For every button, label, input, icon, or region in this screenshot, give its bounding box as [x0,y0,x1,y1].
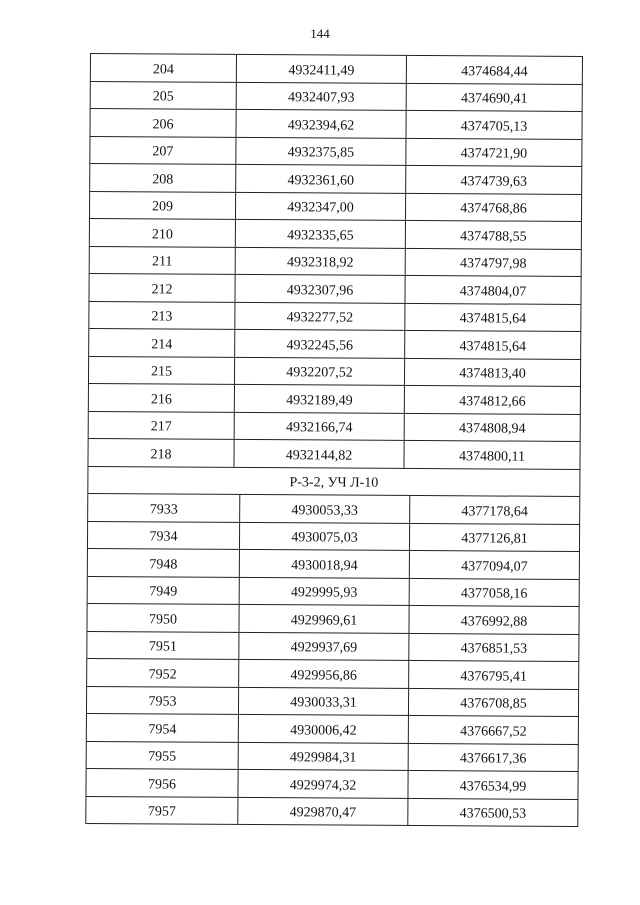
x-coordinate-cell: 4932335,65 [236,220,406,248]
table-row [90,192,582,223]
table-row [88,494,580,525]
table-row [90,219,582,250]
table-row [87,604,579,635]
point-number-cell: 206 [90,109,236,136]
x-coordinate-cell: 4930075,03 [240,522,410,550]
table-row [86,769,578,800]
point-number-cell: 213 [89,302,235,329]
table-row [87,741,579,772]
table-row [90,247,582,278]
point-number-cell: 7953 [87,686,239,713]
x-coordinate-cell: 4929974,32 [238,770,408,798]
y-coordinate-cell: 4374815,64 [405,331,581,359]
point-number-cell: 7948 [88,549,240,576]
y-coordinate-cell: 4374705,13 [406,111,582,139]
y-coordinate-cell: 4374813,40 [405,358,581,386]
table-row [89,302,581,333]
point-number-cell: 7955 [87,741,239,768]
point-number-cell: 7956 [86,769,238,796]
y-coordinate-cell: 4377094,07 [410,551,580,579]
table-row [86,796,578,827]
x-coordinate-cell: 4929956,86 [239,660,409,688]
table-row [89,357,581,388]
x-coordinate-cell: 4929870,47 [238,797,408,825]
x-coordinate-cell: 4929984,31 [239,742,409,770]
x-coordinate-cell: 4932411,49 [237,55,407,83]
x-coordinate-cell: 4932189,49 [235,385,405,413]
point-number-cell: 7933 [88,494,240,521]
y-coordinate-cell: 4374804,07 [405,276,581,304]
y-coordinate-cell: 4376992,88 [409,606,579,634]
y-coordinate-cell: 4377178,64 [410,496,580,524]
y-coordinate-cell: 4374800,11 [404,441,580,469]
x-coordinate-cell: 4932245,56 [235,330,405,358]
point-number-cell: 7957 [86,796,238,823]
table-row [89,329,581,360]
point-number-cell: 7950 [87,604,239,631]
point-number-cell: 209 [90,192,236,219]
x-coordinate-cell: 4930053,33 [240,495,410,523]
x-coordinate-cell: 4932361,60 [236,165,406,193]
table-body-top [88,54,583,469]
y-coordinate-cell: 4374739,63 [406,166,582,194]
table-row [87,686,579,717]
point-number-cell: 7952 [87,659,239,686]
point-number-cell: 216 [89,384,235,411]
y-coordinate-cell: 4376708,85 [409,688,579,716]
point-number-cell: 7949 [88,576,240,603]
y-coordinate-cell: 4376500,53 [408,798,578,826]
point-number-cell: 217 [89,411,235,438]
y-coordinate-cell: 4377126,81 [410,523,580,551]
section-header-row [88,466,580,497]
y-coordinate-cell: 4374812,66 [405,386,581,414]
table-row [91,54,583,85]
table-row [88,576,580,607]
table-row [89,384,581,415]
table-row [90,164,582,195]
x-coordinate-cell: 4932394,62 [236,110,406,138]
point-number-cell: 208 [90,164,236,191]
x-coordinate-cell: 4929969,61 [239,605,409,633]
table-row [87,659,579,690]
table-row [89,411,581,442]
table-row [90,137,582,168]
y-coordinate-cell: 4376795,41 [409,661,579,689]
y-coordinate-cell: 4374684,44 [407,56,583,84]
y-coordinate-cell: 4376617,36 [409,743,579,771]
point-number-cell: 218 [88,439,234,466]
x-coordinate-cell: 4932307,96 [235,275,405,303]
x-coordinate-cell: 4932144,82 [234,440,404,468]
table-row [87,631,579,662]
table-row [89,274,581,305]
point-number-cell: 214 [89,329,235,356]
y-coordinate-cell: 4374808,94 [405,413,581,441]
x-coordinate-cell: 4930033,31 [239,687,409,715]
table-row [90,109,582,140]
point-number-cell: 7934 [88,521,240,548]
y-coordinate-cell: 4376534,99 [408,771,578,799]
y-coordinate-cell: 4374815,64 [405,303,581,331]
table-row [91,82,583,113]
point-number-cell: 215 [89,357,235,384]
table-row [88,439,580,470]
x-coordinate-cell: 4932407,93 [237,82,407,110]
y-coordinate-cell: 4374690,41 [407,83,583,111]
table-row [88,521,580,552]
point-number-cell: 210 [90,219,236,246]
x-coordinate-cell: 4930018,94 [240,550,410,578]
point-number-cell: 212 [89,274,235,301]
point-number-cell: 7954 [87,714,239,741]
x-coordinate-cell: 4932277,52 [235,302,405,330]
table-row [87,714,579,745]
table-row [88,549,580,580]
x-coordinate-cell: 4932375,85 [236,137,406,165]
y-coordinate-cell: 4376851,53 [409,633,579,661]
x-coordinate-cell: 4932207,52 [235,357,405,385]
y-coordinate-cell: 4374721,90 [406,138,582,166]
y-coordinate-cell: 4374797,98 [406,248,582,276]
x-coordinate-cell: 4932166,74 [235,412,405,440]
x-coordinate-cell: 4932318,92 [236,247,406,275]
point-number-cell: 7951 [87,631,239,658]
point-number-cell: 204 [91,54,237,81]
x-coordinate-cell: 4929995,93 [240,577,410,605]
y-coordinate-cell: 4376667,52 [409,716,579,744]
section-title: Р-3-2, УЧ Л-10 [88,466,580,496]
point-number-cell: 207 [90,137,236,164]
x-coordinate-cell: 4930006,42 [239,715,409,743]
x-coordinate-cell: 4929937,69 [239,632,409,660]
y-coordinate-cell: 4374788,55 [406,221,582,249]
coordinates-table [85,53,583,827]
x-coordinate-cell: 4932347,00 [236,192,406,220]
y-coordinate-cell: 4374768,86 [406,193,582,221]
page-number: 144 [310,26,330,41]
point-number-cell: 211 [90,247,236,274]
y-coordinate-cell: 4377058,16 [410,578,580,606]
table-body-bottom [86,494,580,827]
point-number-cell: 205 [91,82,237,109]
